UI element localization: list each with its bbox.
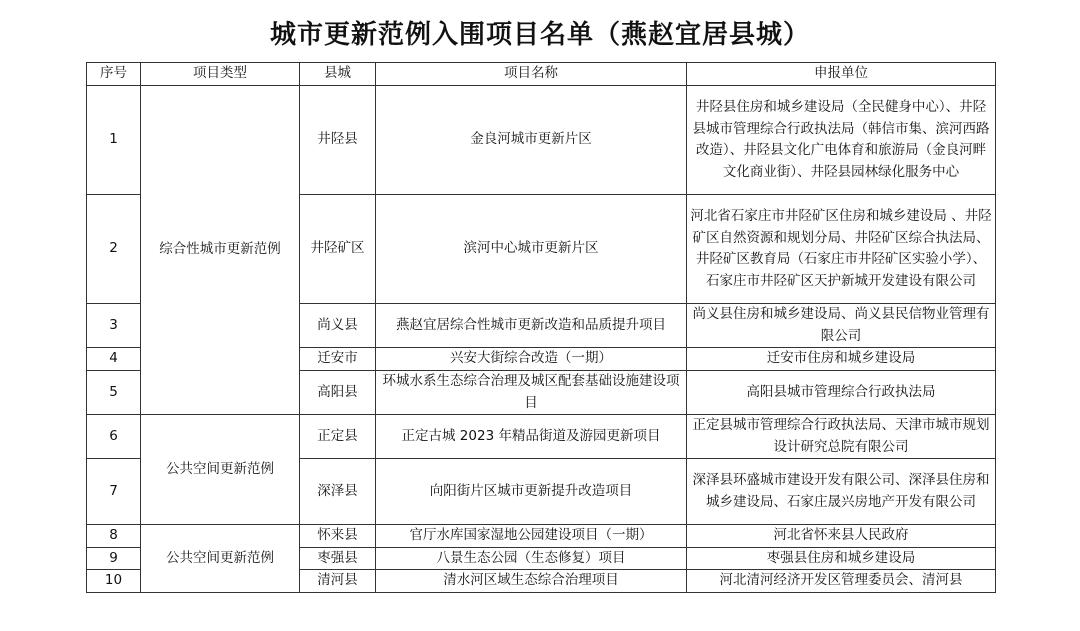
group-type: 综合性城市更新范例 (141, 86, 300, 415)
header-applicant: 申报单位 (687, 63, 996, 86)
row-county: 井陉矿区 (300, 195, 376, 304)
header-county: 县城 (300, 63, 376, 86)
page-title: 城市更新范例入围项目名单（燕赵宜居县城） (269, 20, 810, 50)
row-applicant: 河北省石家庄市井陉矿区住房和城乡建设局 、井陉矿区自然资源和规划分局、井陉矿区综合执法局、井陉矿区教育局（石家庄市井陉矿区实验小学）、石家庄市井陉矿区天护新城开发建设有限公司 (687, 195, 996, 304)
header-project: 项目名称 (376, 63, 687, 86)
group-type: 公共空间更新范例 (141, 525, 300, 593)
row-county: 高阳县 (300, 371, 376, 415)
row-applicant: 正定县城市管理综合行政执法局、天津市城市规划设计研究总院有限公司 (687, 415, 996, 459)
row-project: 正定古城 2023 年精品街道及游园更新项目 (376, 415, 687, 459)
header-no: 序号 (87, 63, 141, 86)
row-applicant: 枣强县住房和城乡建设局 (687, 547, 996, 570)
row-no: 4 (87, 348, 141, 371)
row-project: 环城水系生态综合治理及城区配套基础设施建设项目 (376, 371, 687, 415)
row-no: 10 (87, 570, 141, 593)
row-no: 9 (87, 547, 141, 570)
row-no: 1 (87, 86, 141, 195)
row-no: 8 (87, 525, 141, 548)
table-row (87, 86, 996, 195)
row-no: 2 (87, 195, 141, 304)
group-type: 公共空间更新范例 (141, 415, 300, 525)
row-no: 7 (87, 459, 141, 525)
row-county: 正定县 (300, 415, 376, 459)
row-applicant: 尚义县住房和城乡建设局、尚义县民信物业管理有限公司 (687, 304, 996, 348)
row-project: 官厅水库国家湿地公园建设项目（一期） (376, 525, 687, 548)
table-row (87, 525, 996, 548)
row-no: 5 (87, 371, 141, 415)
row-county: 迁安市 (300, 348, 376, 371)
row-applicant: 深泽县环盛城市建设开发有限公司、深泽县住房和城乡建设局、石家庄晟兴房地产开发有限公司 (687, 459, 996, 525)
row-applicant: 河北省怀来县人民政府 (687, 525, 996, 548)
row-no: 3 (87, 304, 141, 348)
row-county: 深泽县 (300, 459, 376, 525)
row-project: 向阳街片区城市更新提升改造项目 (376, 459, 687, 525)
row-county: 尚义县 (300, 304, 376, 348)
row-project: 八景生态公园（生态修复）项目 (376, 547, 687, 570)
row-applicant: 迁安市住房和城乡建设局 (687, 348, 996, 371)
row-county: 井陉县 (300, 86, 376, 195)
row-project: 金良河城市更新片区 (376, 86, 687, 195)
row-county: 怀来县 (300, 525, 376, 548)
row-applicant: 河北清河经济开发区管理委员会、清河县 (687, 570, 996, 593)
row-project: 滨河中心城市更新片区 (376, 195, 687, 304)
row-applicant: 高阳县城市管理综合行政执法局 (687, 371, 996, 415)
table-row (87, 415, 996, 459)
row-county: 清河县 (300, 570, 376, 593)
row-project: 兴安大街综合改造（一期） (376, 348, 687, 371)
row-county: 枣强县 (300, 547, 376, 570)
row-no: 6 (87, 415, 141, 459)
row-project: 清水河区域生态综合治理项目 (376, 570, 687, 593)
table-header-row (87, 63, 996, 86)
header-type: 项目类型 (141, 63, 300, 86)
project-table (86, 62, 996, 593)
row-project: 燕赵宜居综合性城市更新改造和品质提升项目 (376, 304, 687, 348)
row-applicant: 井陉县住房和城乡建设局（全民健身中心）、井陉县城市管理综合行政执法局（韩信市集、滨河西路改造）、井陉县文化广电体育和旅游局（金良河畔文化商业街）、井陉县园林绿化服务中心 (687, 86, 996, 195)
